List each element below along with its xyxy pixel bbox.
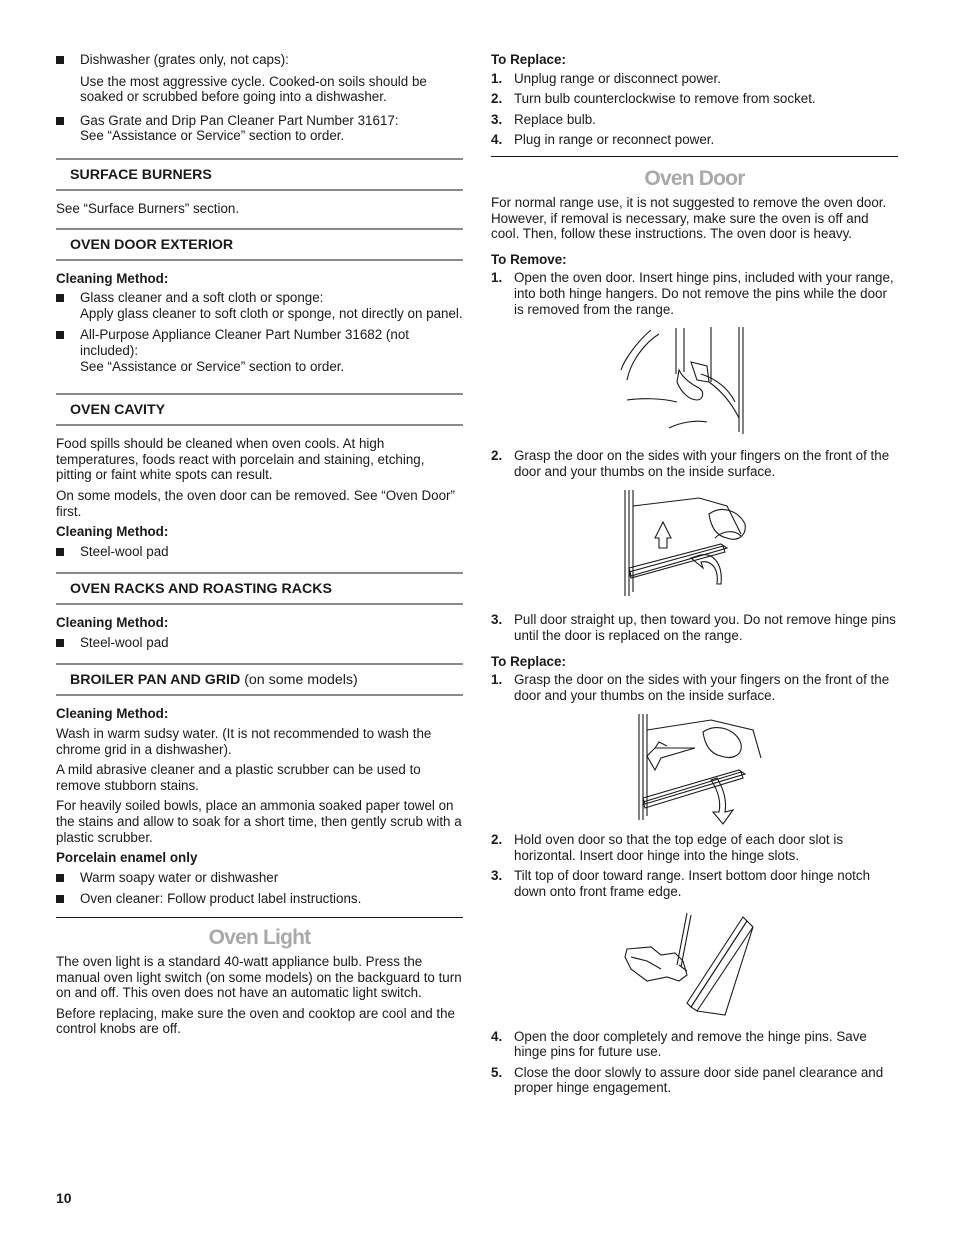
section-divider (491, 156, 898, 157)
to-replace-door-heading: To Replace: (491, 653, 566, 669)
list-item: 4. Open the door completely and remove the hinge pins. Save hinge pins for future use. (491, 1028, 867, 1060)
broiler-para: Wash in warm sudsy water. (It is not recommended to wash the chrome grid in a dishwasher). (56, 726, 432, 757)
broiler-para: A mild abrasive cleaner and a plastic scrubber can be used to remove stubborn stains. (56, 762, 421, 793)
grasp-door-replace-illustration (491, 708, 898, 826)
list-item: Steel-wool pad (56, 544, 463, 560)
bullet-square-icon (56, 117, 64, 125)
cleaning-method-label: Cleaning Method: (56, 524, 169, 540)
list-item: 3. Pull door straight up, then toward you. Do not remove hinge pins until the door is replaced on the range. (491, 612, 896, 643)
bullet-square-icon (56, 56, 64, 64)
dishwasher-text: Use the most aggressive cycle. Cooked-on soils should be soaked or scrubbed before going into a dishwasher. (80, 73, 427, 105)
list-item: 5. Close the door slowly to assure door side panel clearance and proper hinge engagement. (491, 1064, 884, 1096)
list-item: 4. Plug in range or reconnect power. (491, 132, 715, 148)
oven-light-para: The oven light is a standard 40-watt appliance bulb. Press the manual oven light switch (on some models) on the backguard to turn on and off. This oven does not have an automatic light switch. (56, 954, 462, 1001)
oven-light-para: Before replacing, make sure the oven and cooktop are cool and the control knobs are off. (56, 1005, 455, 1037)
section-heading-oven-racks: OVEN RACKS AND ROASTING RACKS (56, 572, 463, 605)
list-item: 2. Hold oven door so that the top edge of each door slot is horizontal. Insert door hinge into the hinge slots. (491, 832, 844, 863)
list-item: Oven cleaner: Follow product label instructions. (56, 891, 463, 907)
right-column (491, 52, 898, 1101)
oven-door-title: Oven Door (644, 166, 745, 190)
section-heading-oven-door-exterior: OVEN DOOR EXTERIOR (56, 228, 463, 261)
list-item: Glass cleaner and a soft cloth or sponge: Apply glass cleaner to soft cloth or sponge, not directly on panel. (56, 290, 463, 321)
list-item: 1. Unplug range or disconnect power. (491, 70, 721, 86)
to-replace-bulb-heading: To Replace: (491, 52, 566, 67)
list-item: 3. Replace bulb. (491, 111, 596, 127)
surface-burners-text: See “Surface Burners” section. (56, 200, 240, 216)
page-number: 10 (56, 1190, 72, 1206)
cleaning-method-label: Cleaning Method: (56, 706, 169, 722)
to-remove-heading: To Remove: (491, 251, 567, 267)
list-item: Warm soapy water or dishwasher (56, 870, 463, 886)
list-item: Dishwasher (grates only, not caps): (56, 52, 463, 68)
bullet-square-icon (56, 331, 64, 339)
hinge-notch-illustration (491, 905, 898, 1023)
hinge-pin-illustration (491, 322, 898, 440)
bullet-square-icon (56, 548, 64, 556)
list-item: 2. Grasp the door on the sides with your fingers on the front of the door and your thumbs on the inside surface. (491, 448, 890, 479)
section-divider (56, 917, 463, 918)
bullet-square-icon (56, 294, 64, 302)
list-item: 1. Grasp the door on the sides with your fingers on the front of the door and your thumbs on the inside surface. (491, 672, 890, 703)
grasp-door-remove-illustration (491, 484, 898, 602)
oven-cavity-para: On some models, the oven door can be removed. See “Oven Door” first. (56, 487, 455, 519)
section-heading-surface-burners: SURFACE BURNERS (56, 158, 463, 191)
bullet-square-icon (56, 895, 64, 903)
porcelain-enamel-label: Porcelain enamel only (56, 850, 198, 866)
broiler-para: For heavily soiled bowls, place an ammonia soaked paper towel on the stains and allow to soak for a short time, then gently scrub with a plastic scrubber. (56, 798, 462, 845)
section-heading-oven-cavity: OVEN CAVITY (56, 393, 463, 426)
section-heading-broiler-pan: BROILER PAN AND GRID (on some models) (56, 663, 463, 696)
cleaning-method-label: Cleaning Method: (56, 615, 169, 631)
list-item: 1. Open the oven door. Insert hinge pins, included with your range, into both hinge hangers. Do not remove the pins while the door is removed from the range. (491, 270, 894, 317)
list-item: Steel-wool pad (56, 635, 463, 651)
list-item: Gas Grate and Drip Pan Cleaner Part Number 31617: See “Assistance or Service” section to order. (56, 113, 463, 144)
cleaning-method-label: Cleaning Method: (56, 270, 169, 286)
oven-door-intro: For normal range use, it is not suggested to remove the oven door. However, if removal is necessary, make sure the oven is off and cool. Then, follow these instructions. The oven door is heavy. (491, 194, 887, 242)
list-item: 2. Turn bulb counterclockwise to remove from socket. (491, 91, 816, 107)
oven-cavity-para: Food spills should be cleaned when oven cools. At high temperatures, foods react with porcelain and staining, etching, pitting or faint white spots can result. (56, 436, 425, 483)
list-item: All-Purpose Appliance Cleaner Part Number 31682 (not included): See “Assistance or Service” section to order. (56, 327, 463, 374)
oven-light-title: Oven Light (208, 926, 311, 949)
bullet-square-icon (56, 874, 64, 882)
bullet-square-icon (56, 639, 64, 647)
left-column (56, 52, 463, 1042)
list-item: 3. Tilt top of door toward range. Insert bottom door hinge notch down onto front frame edge. (491, 868, 871, 900)
